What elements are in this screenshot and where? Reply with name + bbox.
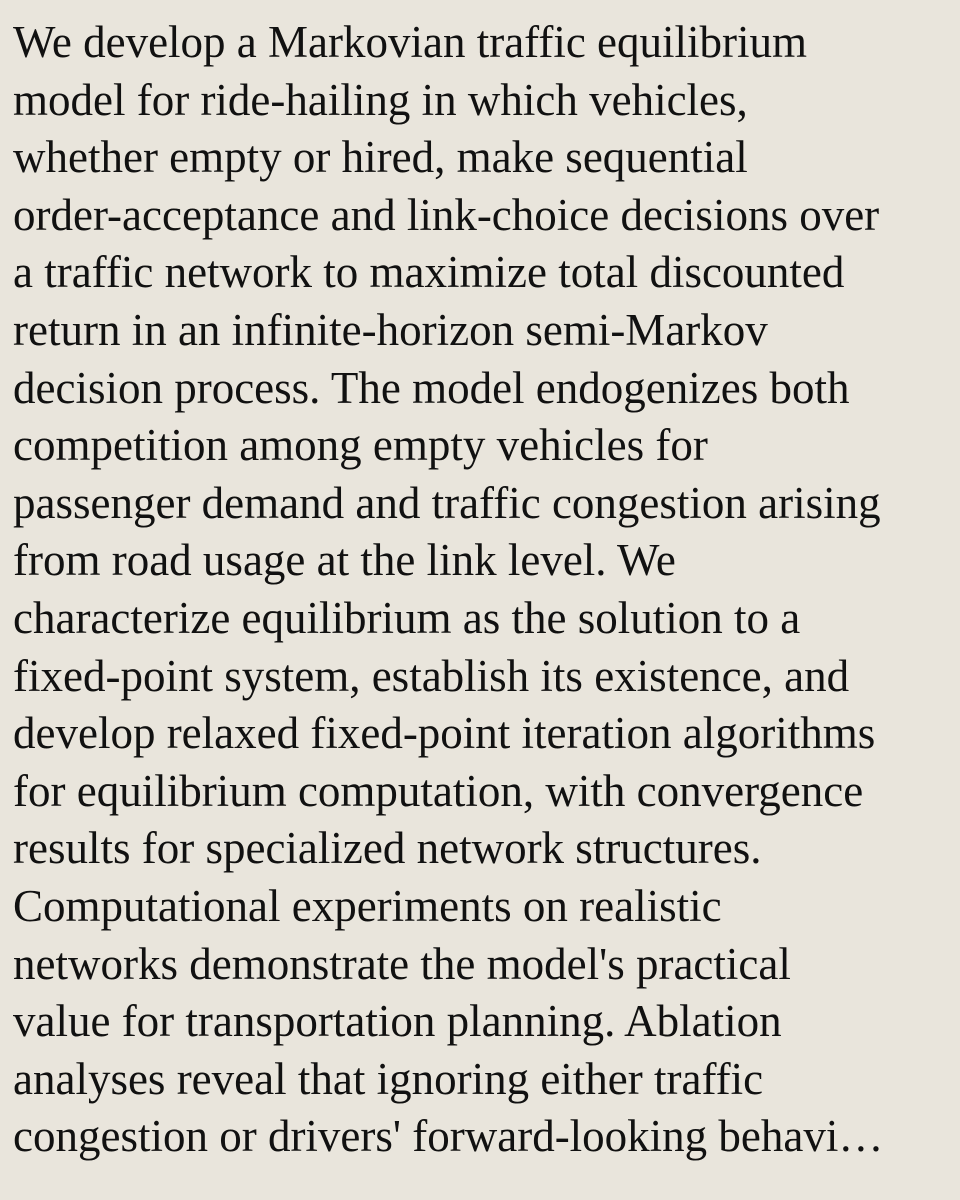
abstract-text: We develop a Markovian traffic equilibrium model for ride-hailing in which vehicles, whether empty or hired, make sequential order-acceptance and link-choice decisions over a traffic network to maximize total discounted return in an infinite-horizon semi-Markov decision process. The model endogenizes both competition among empty vehicles for passenger demand and traffic congestion arising from road usage at the link level. We characterize equilibrium as the solution to a fixed-point system, establish its existence, and develop relaxed fixed-point iteration algorithms for equilibrium computation, with convergence results for specialized network structures. Computational experiments on realistic networks demonstrate the model's practical value for transportation planning. Ablation analyses reveal that ignoring either traffic congestion or drivers' forward-looking behavi… — [13, 17, 884, 1162]
